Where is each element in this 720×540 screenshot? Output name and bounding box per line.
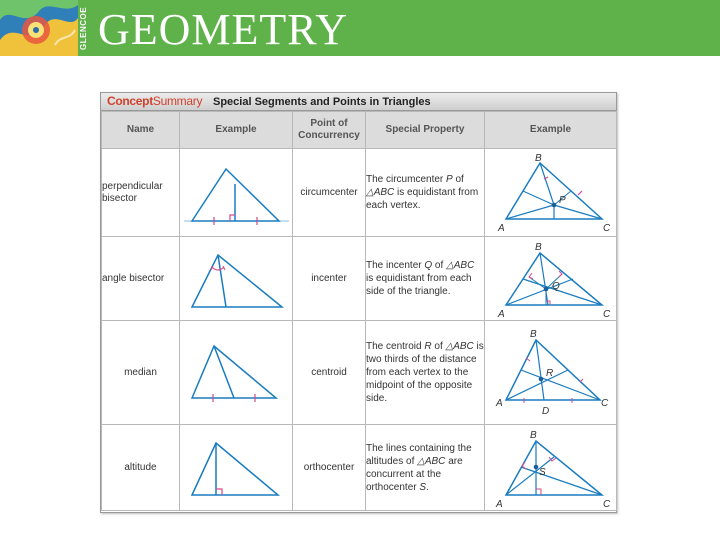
example-centroid xyxy=(485,321,617,425)
row-name: median xyxy=(102,321,180,425)
row-point: incenter xyxy=(293,237,366,321)
vertex-label-c: C xyxy=(603,498,611,509)
vertex-label-a: A xyxy=(496,397,503,409)
point-label: P xyxy=(559,194,566,206)
panel-title: Special Segments and Points in Triangles xyxy=(213,96,431,108)
vertex-label-b: B xyxy=(535,241,542,253)
row-name: angle bisector xyxy=(102,237,180,321)
example-circumcenter xyxy=(485,149,617,237)
point-label: R xyxy=(546,367,554,379)
row-property: The lines containing the altitudes of △ABC are concurrent at the orthocenter S. xyxy=(366,425,485,511)
table-row xyxy=(102,425,617,511)
row-point: orthocenter xyxy=(293,425,366,511)
header-band xyxy=(0,0,720,56)
concept-summary-panel xyxy=(100,92,617,513)
row-property: The circumcenter P of △ABC is equidistant from each vertex. xyxy=(366,149,485,237)
header-property: Special Property xyxy=(366,112,485,149)
fractal-logo-icon xyxy=(0,0,78,56)
page-title: GEOMETRY xyxy=(98,5,348,54)
vertex-label-b: B xyxy=(530,328,537,340)
concept-summary-label: ConceptSummary xyxy=(107,94,203,108)
table-row xyxy=(102,237,617,321)
row-name: perpendicular bisector xyxy=(102,149,180,237)
header-name: Name xyxy=(102,112,180,149)
row-name: altitude xyxy=(102,425,180,511)
table-header-row xyxy=(102,112,617,149)
summary-table xyxy=(101,111,617,511)
midpoint-label: D xyxy=(542,405,550,417)
publisher-label: GLENCOE xyxy=(79,6,88,50)
header-point: Point of Concurrency xyxy=(293,112,366,149)
vertex-label-a: A xyxy=(496,498,503,509)
row-property: The incenter Q of △ABC is equidistant from each side of the triangle. xyxy=(366,237,485,321)
row-property: The centroid R of △ABC is two thirds of the distance from each vertex to the midpoint of the opposite side. xyxy=(366,321,485,425)
panel-title-bar xyxy=(101,93,616,111)
example-figure-altitude xyxy=(180,425,293,511)
example-figure-angle-bisector xyxy=(180,237,293,321)
vertex-label-a: A xyxy=(498,308,505,319)
point-label: S xyxy=(539,466,546,478)
point-label: Q xyxy=(552,280,560,292)
example-figure-perpendicular-bisector xyxy=(180,149,293,237)
vertex-label-c: C xyxy=(603,308,611,319)
vertex-label-b: B xyxy=(530,429,537,441)
vertex-label-a: A xyxy=(498,222,505,234)
vertex-label-b: B xyxy=(535,152,542,164)
header-example-2: Example xyxy=(485,112,617,149)
row-point: circumcenter xyxy=(293,149,366,237)
vertex-label-c: C xyxy=(601,397,609,409)
table-row xyxy=(102,149,617,237)
example-orthocenter xyxy=(485,425,617,511)
header-example: Example xyxy=(180,112,293,149)
row-point: centroid xyxy=(293,321,366,425)
vertex-label-c: C xyxy=(603,222,611,234)
table-row xyxy=(102,321,617,425)
example-incenter xyxy=(485,237,617,321)
example-figure-median xyxy=(180,321,293,425)
